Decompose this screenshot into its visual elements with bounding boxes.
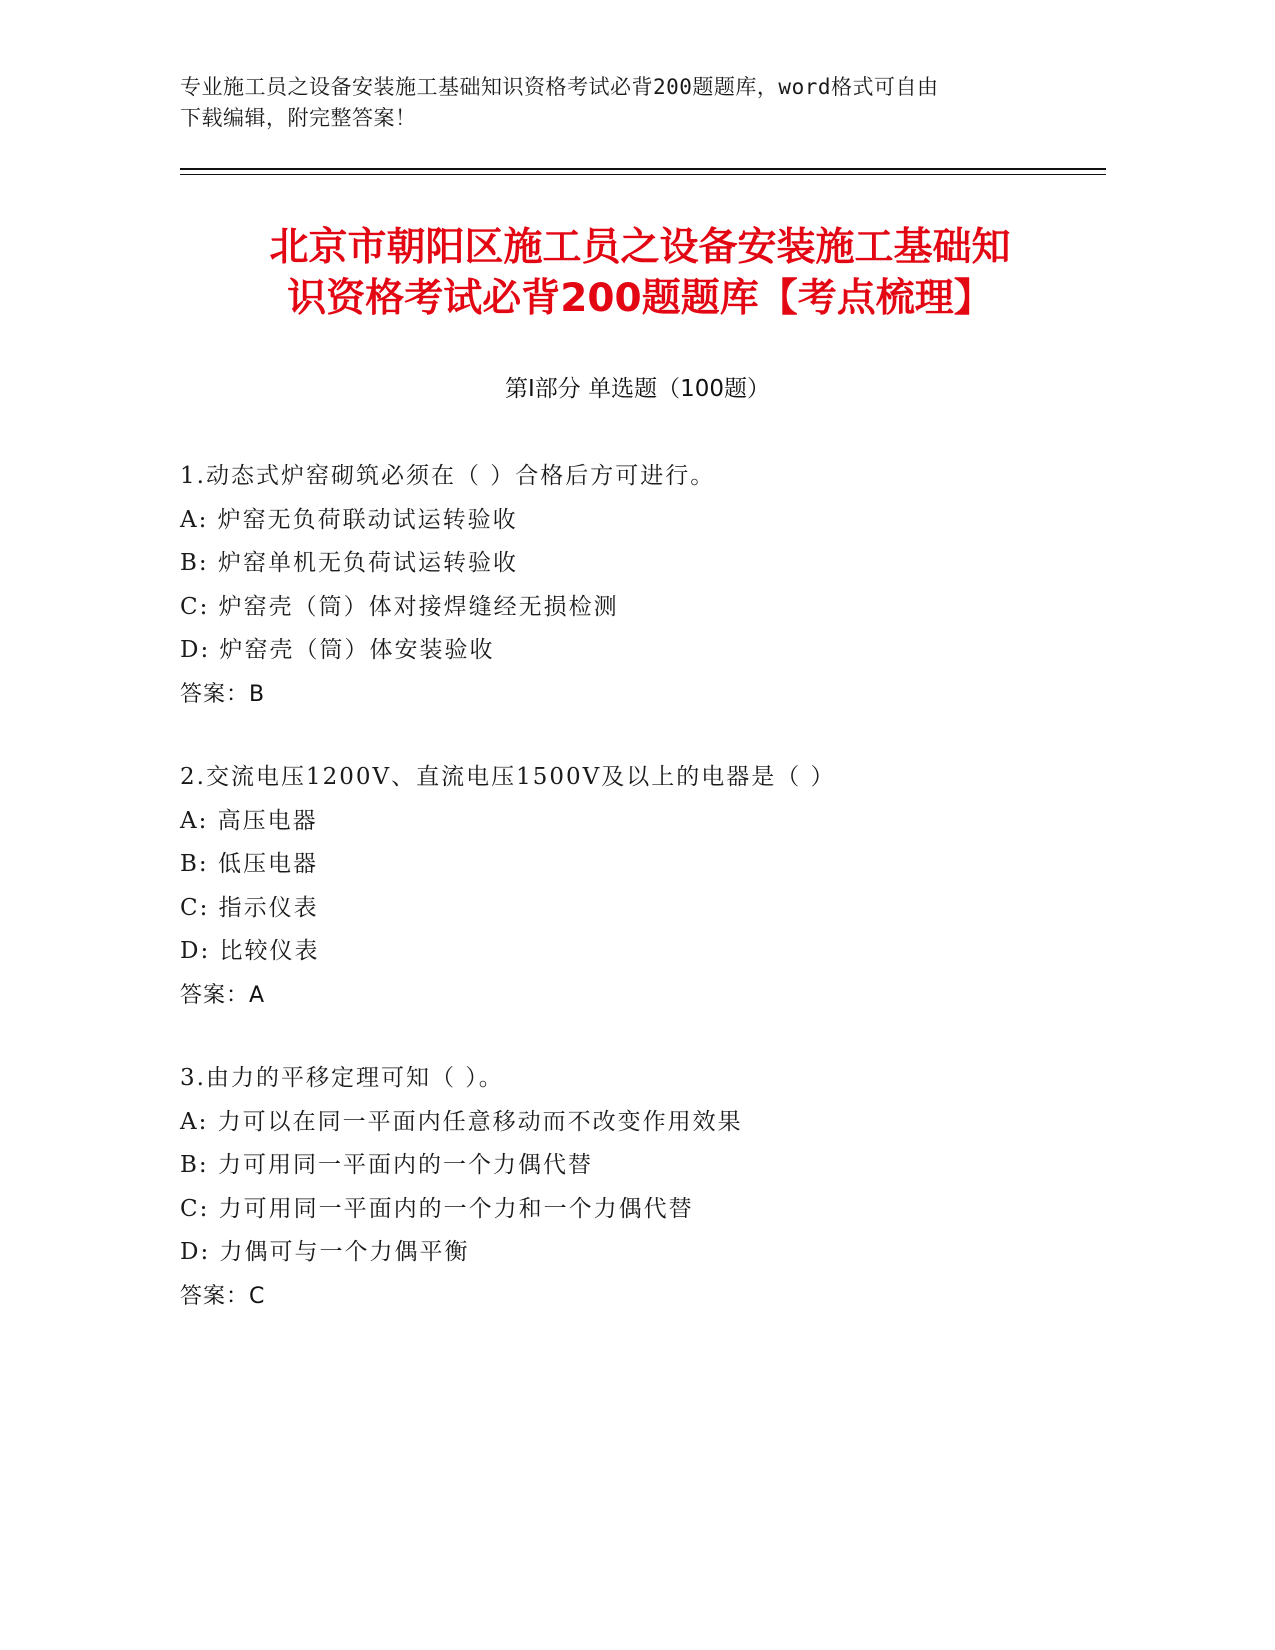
option-a: A: 炉窑无负荷联动试运转验收 bbox=[180, 506, 518, 533]
document-title-line-1: 北京市朝阳区施工员之设备安装施工基础知 bbox=[269, 225, 1011, 270]
option-d: D: 炉窑壳（筒）体安装验收 bbox=[180, 637, 495, 663]
header-divider-thin bbox=[180, 174, 1106, 175]
option-b: B: 炉窑单机无负荷试运转验收 bbox=[180, 550, 518, 576]
answer-line: 答案：A bbox=[180, 982, 266, 1008]
option-d: D: 比较仪表 bbox=[180, 938, 320, 964]
header-note-line-1: 专业施工员之设备安装施工基础知识资格考试必背200题题库，word格式可自由 bbox=[180, 75, 939, 99]
question-item bbox=[180, 1057, 1100, 1318]
question-stem: 3.由力的平移定理可知（ ）。 bbox=[180, 1065, 504, 1091]
option-a: A: 力可以在同一平面内任意移动而不改变作用效果 bbox=[180, 1108, 743, 1135]
option-c: C: 指示仪表 bbox=[180, 894, 319, 921]
answer-line: 答案：B bbox=[180, 681, 266, 707]
option-c: C: 力可用同一平面内的一个力和一个力偶代替 bbox=[180, 1195, 694, 1222]
question-item bbox=[180, 756, 1100, 1017]
option-a: A: 高压电器 bbox=[180, 807, 318, 834]
header-note-line-2: 下载编辑，附完整答案！ bbox=[180, 106, 417, 130]
option-c: C: 炉窑壳（筒）体对接焊缝经无损检测 bbox=[180, 593, 619, 620]
question-list bbox=[180, 455, 1100, 1358]
document-title-line-2: 识资格考试必背200题题库【考点梳理】 bbox=[287, 276, 993, 321]
question-stem: 2.交流电压1200V、直流电压1500V及以上的电器是（ ） bbox=[180, 764, 836, 790]
question-stem: 1.动态式炉窑砌筑必须在（ ）合格后方可进行。 bbox=[180, 463, 716, 489]
question-item bbox=[180, 455, 1100, 716]
header-divider-thick bbox=[180, 168, 1106, 170]
option-b: B: 力可用同一平面内的一个力偶代替 bbox=[180, 1152, 593, 1178]
option-b: B: 低压电器 bbox=[180, 851, 318, 877]
section-heading: 第Ⅰ部分 单选题（100题） bbox=[505, 376, 770, 402]
header-note bbox=[180, 72, 1060, 134]
answer-line: 答案：C bbox=[180, 1283, 266, 1309]
option-d: D: 力偶可与一个力偶平衡 bbox=[180, 1239, 470, 1265]
document-title bbox=[150, 222, 1130, 324]
